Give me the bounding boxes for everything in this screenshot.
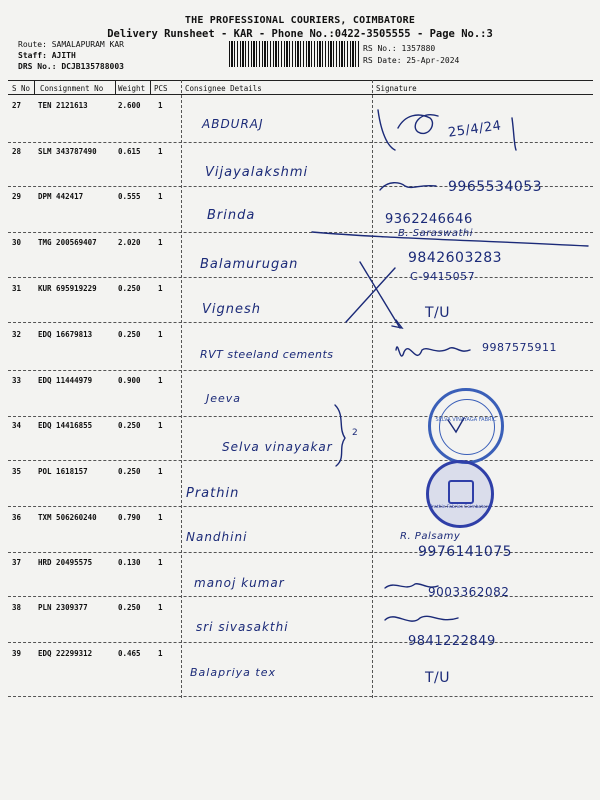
rs-number: RS No.: 1357880 bbox=[363, 44, 436, 53]
rs-date: RS Date: 25-Apr-2024 bbox=[363, 56, 460, 65]
row-pcs: 1 bbox=[158, 147, 163, 156]
row-signature: 9976141075 bbox=[418, 544, 513, 560]
row-sno: 32 bbox=[12, 330, 22, 339]
row-weight: 0.250 bbox=[118, 330, 141, 339]
row-signature: 9842603283 bbox=[408, 250, 503, 266]
handwritten-name: B. Saraswathi bbox=[398, 228, 473, 239]
row-weight: 0.130 bbox=[118, 558, 141, 567]
row-weight: 0.250 bbox=[118, 284, 141, 293]
row-sno: 27 bbox=[12, 101, 22, 110]
row-pcs: 1 bbox=[158, 330, 163, 339]
row-sno: 34 bbox=[12, 421, 22, 430]
row-weight: 0.615 bbox=[118, 147, 141, 156]
row-consignee: RVT steeland cements bbox=[200, 348, 334, 361]
row-consignee: Selva vinayakar bbox=[222, 440, 333, 454]
row-consignee: Balapriya tex bbox=[190, 666, 276, 679]
row-consignee: Brinda bbox=[207, 208, 256, 223]
row-weight: 0.900 bbox=[118, 376, 141, 385]
row-sno: 28 bbox=[12, 147, 22, 156]
row-sno: 30 bbox=[12, 238, 22, 247]
row-consignee: Vignesh bbox=[202, 302, 262, 317]
col-consignee: Consignee Details bbox=[185, 84, 262, 93]
row-consignment: PLN 2309377 bbox=[38, 603, 88, 612]
row-weight: 0.465 bbox=[118, 649, 141, 658]
row-consignment: DPM 442417 bbox=[38, 192, 84, 201]
row-weight: 0.250 bbox=[118, 603, 141, 612]
row-consignment: TEN 2121613 bbox=[38, 101, 88, 110]
row-pcs: 1 bbox=[158, 376, 163, 385]
row-consignee: Nandhini bbox=[186, 530, 248, 544]
col-signature: Signature bbox=[376, 84, 417, 93]
row-signature: 9965534053 bbox=[448, 179, 543, 195]
row-pcs: 1 bbox=[158, 467, 163, 476]
row-weight: 2.600 bbox=[118, 101, 141, 110]
row-sno: 36 bbox=[12, 513, 22, 522]
row-signature: 9841222849 bbox=[408, 634, 496, 649]
handwritten-code: C-9415057 bbox=[410, 270, 476, 283]
row-signature: T/U bbox=[425, 305, 451, 321]
row-weight: 0.250 bbox=[118, 467, 141, 476]
row-pcs: 1 bbox=[158, 192, 163, 201]
row-signature: 9362246646 bbox=[385, 212, 473, 227]
row-consignee: Prathin bbox=[186, 486, 240, 501]
row-pcs: 1 bbox=[158, 101, 163, 110]
row-sno: 38 bbox=[12, 603, 22, 612]
signature-scribble bbox=[398, 115, 438, 134]
route-label: Route: SAMALAPURAM KAR bbox=[18, 40, 124, 49]
col-pcs: PCS bbox=[154, 84, 168, 93]
handwritten-name: R. Palsamy bbox=[400, 531, 461, 542]
drs-label: DRS No.: DCJB135788003 bbox=[18, 62, 124, 71]
row-consignment: EDQ 22299312 bbox=[38, 649, 93, 658]
col-weight: Weight bbox=[118, 84, 146, 93]
row-sno: 35 bbox=[12, 467, 22, 476]
row-consignment: SLM 343787490 bbox=[38, 147, 97, 156]
row-pcs: 1 bbox=[158, 421, 163, 430]
stamp-text: Prathin Fabrics Coimbatore bbox=[429, 505, 491, 510]
row-sno: 31 bbox=[12, 284, 22, 293]
row-consignment: TXM 506260240 bbox=[38, 513, 97, 522]
row-consignee: sri sivasakthi bbox=[196, 620, 289, 634]
row-sno: 37 bbox=[12, 558, 22, 567]
col-consignment: Consignment No bbox=[40, 84, 104, 93]
row-signature: 9003362082 bbox=[428, 585, 510, 599]
row-consignment: EDQ 11444979 bbox=[38, 376, 93, 385]
row-signature: T/U bbox=[425, 670, 451, 686]
row-sno: 33 bbox=[12, 376, 22, 385]
row-consignment: POL 1618157 bbox=[38, 467, 88, 476]
row-pcs: 1 bbox=[158, 513, 163, 522]
row-signature: 9987575911 bbox=[482, 341, 557, 354]
row-sno: 39 bbox=[12, 649, 22, 658]
row-weight: 0.250 bbox=[118, 421, 141, 430]
handwritten-mark: 2 bbox=[352, 428, 359, 438]
row-consignee: Vijayalakshmi bbox=[205, 165, 309, 180]
row-consignment: EDQ 14416855 bbox=[38, 421, 93, 430]
row-consignee: Balamurugan bbox=[200, 257, 299, 272]
row-pcs: 1 bbox=[158, 284, 163, 293]
row-consignee: ABDURAJ bbox=[202, 117, 264, 131]
company-title: THE PROFESSIONAL COURIERS, COIMBATORE bbox=[184, 15, 416, 26]
row-pcs: 1 bbox=[158, 603, 163, 612]
row-consignment: KUR 695919229 bbox=[38, 284, 97, 293]
runsheet-subtitle: Delivery Runsheet - KAR - Phone No.:0422-3505555 - Page No.:3 bbox=[107, 28, 493, 40]
row-weight: 2.020 bbox=[118, 238, 141, 247]
row-weight: 0.790 bbox=[118, 513, 141, 522]
row-consignee: manoj kumar bbox=[194, 576, 285, 590]
staff-label: Staff: AJITH bbox=[18, 51, 76, 60]
row-weight: 0.555 bbox=[118, 192, 141, 201]
row-signature: 25/4/24 bbox=[447, 118, 503, 141]
row-sno: 29 bbox=[12, 192, 22, 201]
row-pcs: 1 bbox=[158, 238, 163, 247]
row-pcs: 1 bbox=[158, 558, 163, 567]
row-consignment: HRD 20495575 bbox=[38, 558, 93, 567]
row-consignment: TMG 200569407 bbox=[38, 238, 97, 247]
col-sno: S No bbox=[12, 84, 31, 93]
row-consignee: Jeeva bbox=[206, 392, 242, 405]
stamp-text: SELVA VINAYAGA FABRIC bbox=[435, 417, 497, 423]
row-consignment: EDQ 16679813 bbox=[38, 330, 93, 339]
row-pcs: 1 bbox=[158, 649, 163, 658]
